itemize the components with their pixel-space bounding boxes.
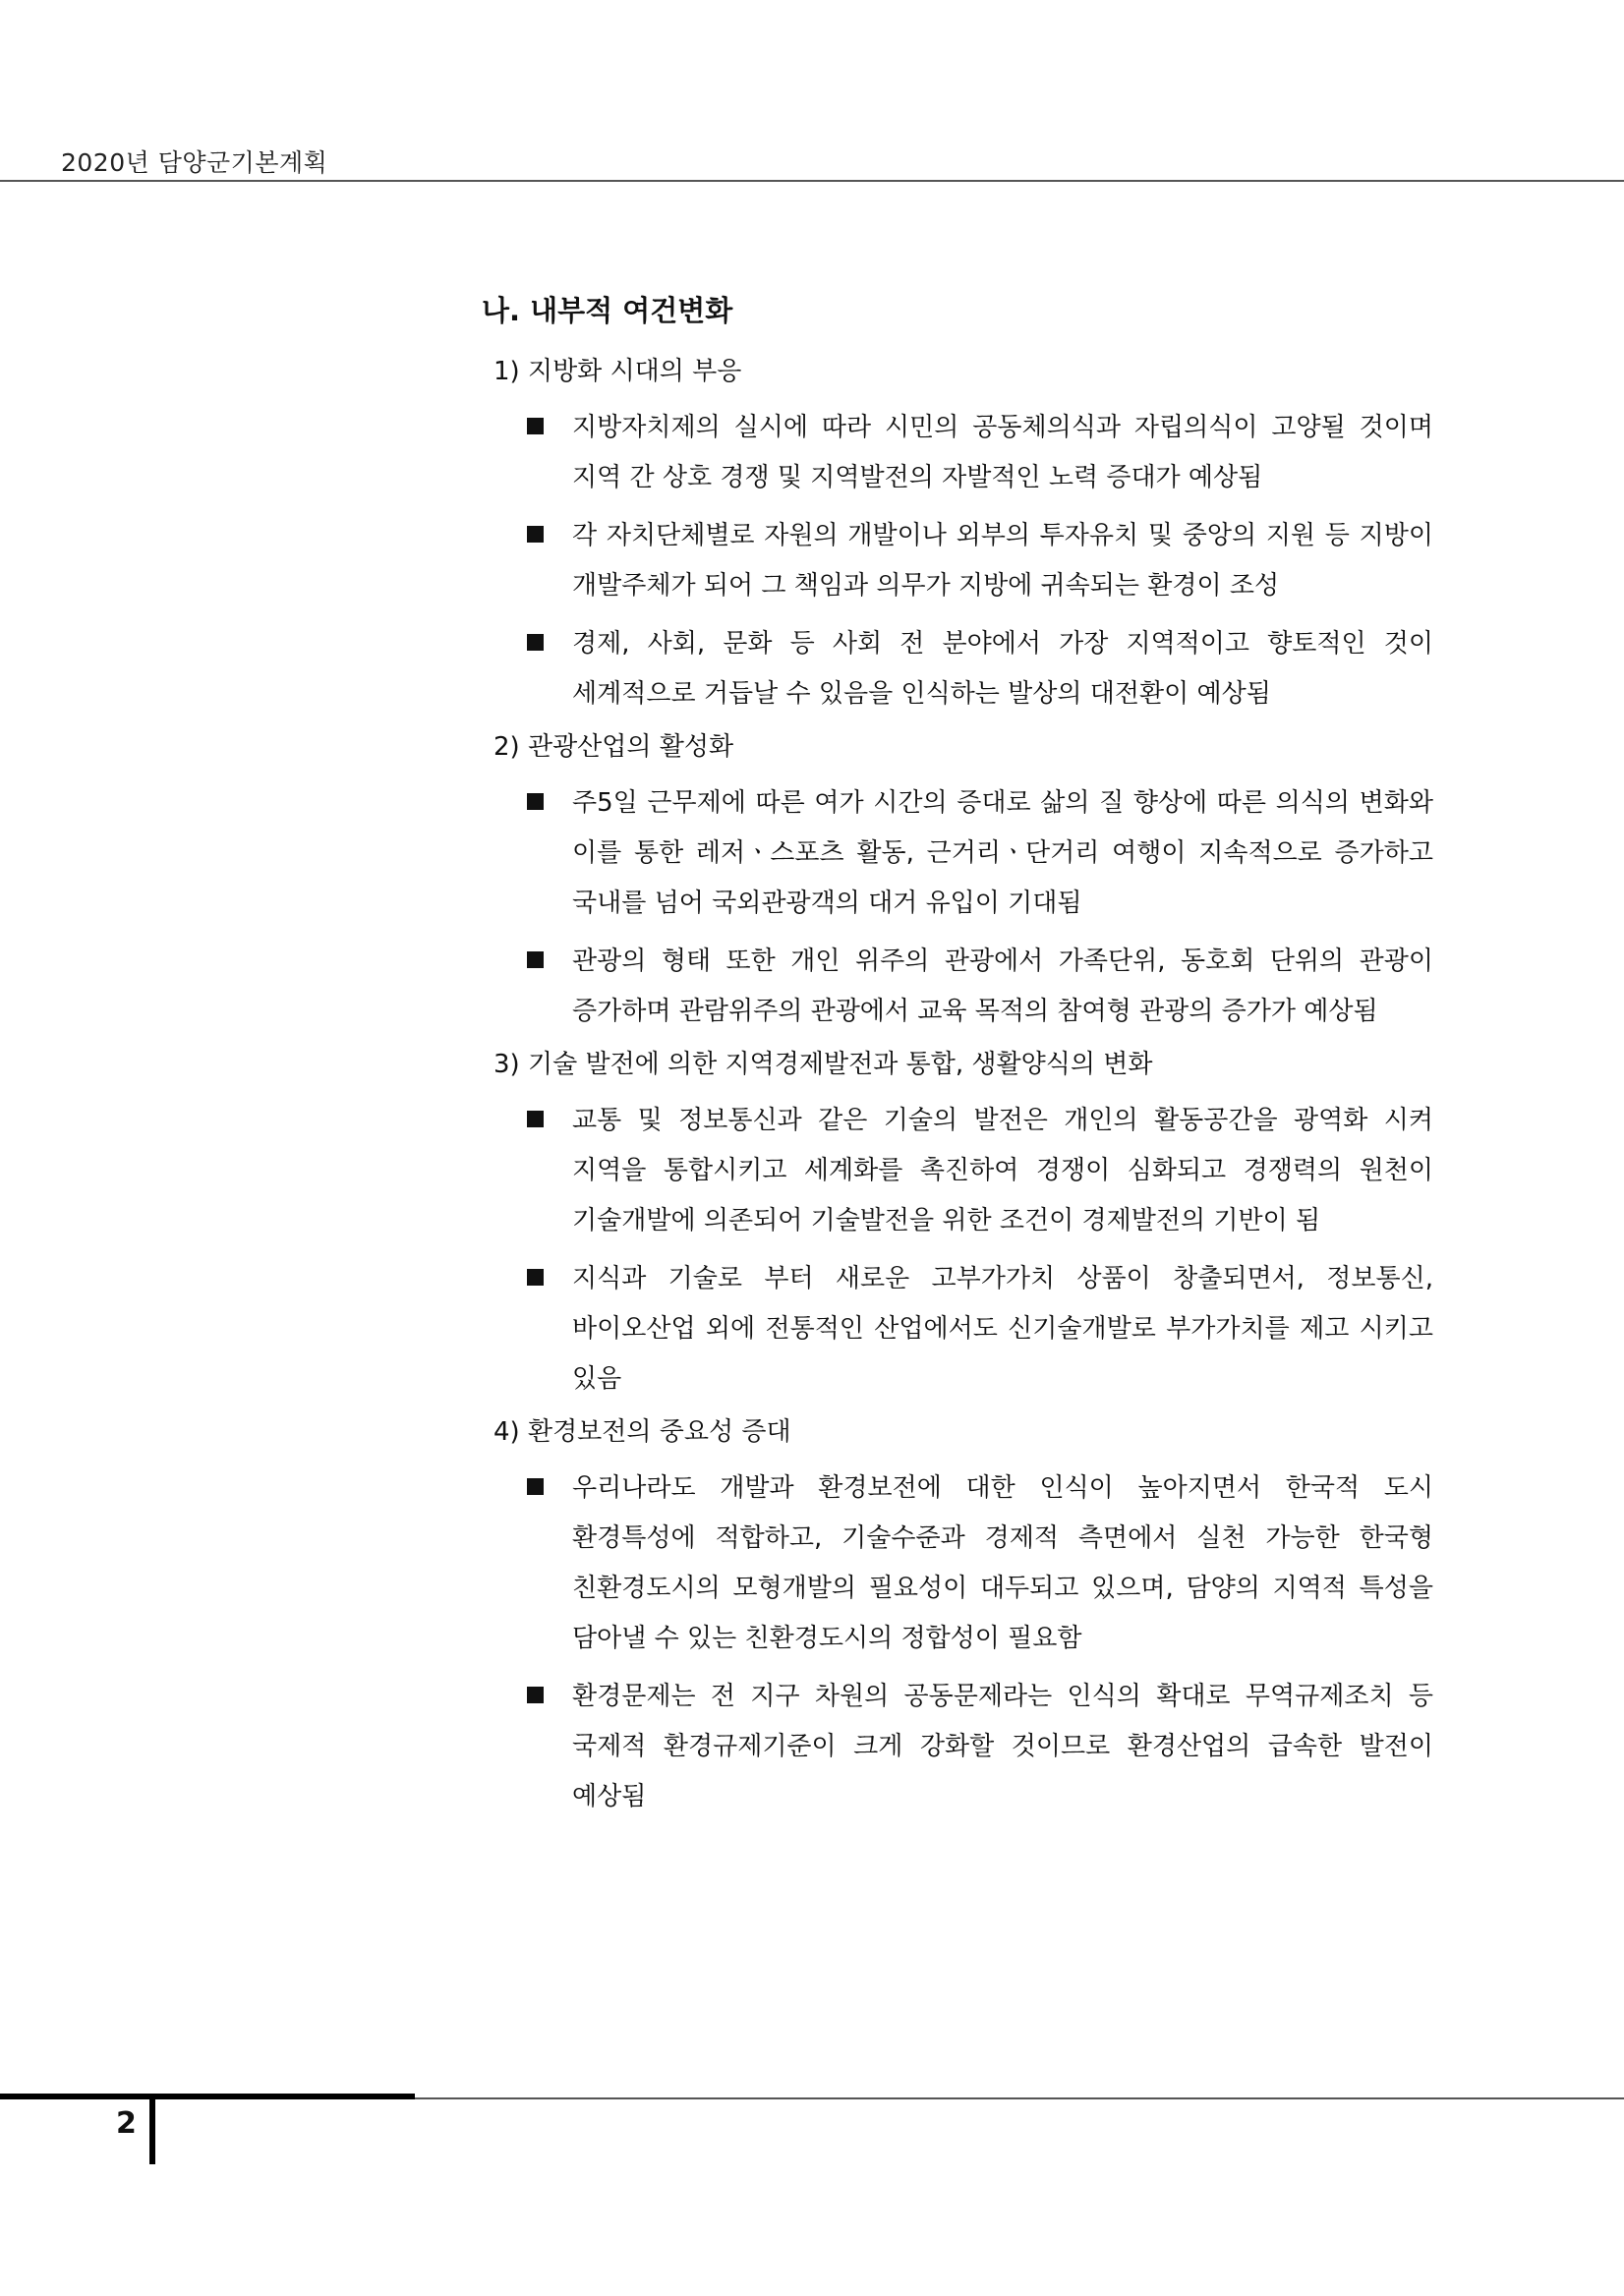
subsection-title: 1) 지방화 시대의 부응 bbox=[493, 357, 742, 386]
bullet-text: 우리나라도 개발과 환경보전에 대한 인식이 높아지면서 한국적 도시 환경특성에 적합하고, 기술수준과 경제적 측면에서 실천 가능한 한국형 친환경도시의 모형개발의 필요성이 대두되고 있으며, 담양의 지역적 특성을 담아낼 수 있는 친환경도시의 정합성이 필요함 bbox=[572, 1473, 1433, 1653]
footer-thin-rule bbox=[415, 2097, 1624, 2099]
bullet-item bbox=[482, 778, 1433, 929]
subsection-title: 2) 관광산업의 활성화 bbox=[493, 732, 734, 762]
bullet-text: 각 자치단체별로 자원의 개발이나 외부의 투자유치 및 중앙의 지원 등 지방이 개발주체가 되어 그 책임과 의무가 지방에 귀속되는 환경이 조성 bbox=[572, 521, 1433, 601]
bullet-text: 지식과 기술로 부터 새로운 고부가가치 상품이 창출되면서, 정보통신, 바이오산업 외에 전통적인 산업에서도 신기술개발로 부가가치를 제고 시키고 있음 bbox=[572, 1264, 1433, 1394]
bullet-item bbox=[482, 1096, 1433, 1246]
subsection-title: 4) 환경보전의 중요성 증대 bbox=[493, 1417, 791, 1447]
bullet-item bbox=[482, 937, 1433, 1037]
subsection-title: 3) 기술 발전에 의한 지역경제발전과 통합, 생활양식의 변화 bbox=[493, 1050, 1153, 1079]
bullet-item bbox=[482, 403, 1433, 503]
header-rule bbox=[0, 180, 1624, 182]
bullet-text: 주5일 근무제에 따른 여가 시간의 증대로 삶의 질 향상에 따른 의식의 변화와 이를 통한 레저ㆍ스포츠 활동, 근거리ㆍ단거리 여행이 지속적으로 증가하고 국내를 넘어 국외관광객의 대거 유입이 기대됨 bbox=[572, 788, 1433, 918]
bullet-text: 관광의 형태 또한 개인 위주의 관광에서 가족단위, 동호회 단위의 관광이 증가하며 관람위주의 관광에서 교육 목적의 참여형 관광의 증가가 예상됨 bbox=[572, 947, 1433, 1026]
square-bullet-icon bbox=[527, 1269, 544, 1286]
bullet-item bbox=[482, 1254, 1433, 1405]
bullet-text: 지방자치제의 실시에 따라 시민의 공동체의식과 자립의식이 고양될 것이며 지역 간 상호 경쟁 및 지역발전의 자발적인 노력 증대가 예상됨 bbox=[572, 413, 1433, 492]
square-bullet-icon bbox=[527, 1478, 544, 1495]
square-bullet-icon bbox=[527, 418, 544, 434]
square-bullet-icon bbox=[527, 1687, 544, 1703]
square-bullet-icon bbox=[527, 526, 544, 543]
bullet-item bbox=[482, 1672, 1433, 1822]
page-number: 2 bbox=[116, 2106, 137, 2141]
page-number-bar bbox=[149, 2097, 155, 2164]
bullet-item bbox=[482, 1464, 1433, 1664]
section-title: 나. 내부적 여건변화 bbox=[482, 294, 733, 327]
square-bullet-icon bbox=[527, 951, 544, 968]
main-content bbox=[482, 291, 1433, 1830]
footer-thick-rule bbox=[0, 2094, 415, 2099]
bullet-text: 교통 및 정보통신과 같은 기술의 발전은 개인의 활동공간을 광역화 시켜 지역을 통합시키고 세계화를 촉진하여 경쟁이 심화되고 경쟁력의 원천이 기술개발에 의존되어 기술발전을 위한 조건이 경제발전의 기반이 됨 bbox=[572, 1106, 1433, 1235]
bullet-text: 경제, 사회, 문화 등 사회 전 분야에서 가장 지역적이고 향토적인 것이 세계적으로 거듭날 수 있음을 인식하는 발상의 대전환이 예상됨 bbox=[572, 629, 1433, 709]
bullet-item bbox=[482, 619, 1433, 719]
bullet-text: 환경문제는 전 지구 차원의 공동문제라는 인식의 확대로 무역규제조치 등 국제적 환경규제기준이 크게 강화할 것이므로 환경산업의 급속한 발전이 예상됨 bbox=[572, 1682, 1433, 1811]
running-header: 2020년 담양군기본계획 bbox=[61, 148, 328, 177]
bullet-item bbox=[482, 511, 1433, 611]
square-bullet-icon bbox=[527, 793, 544, 810]
square-bullet-icon bbox=[527, 634, 544, 651]
square-bullet-icon bbox=[527, 1111, 544, 1127]
